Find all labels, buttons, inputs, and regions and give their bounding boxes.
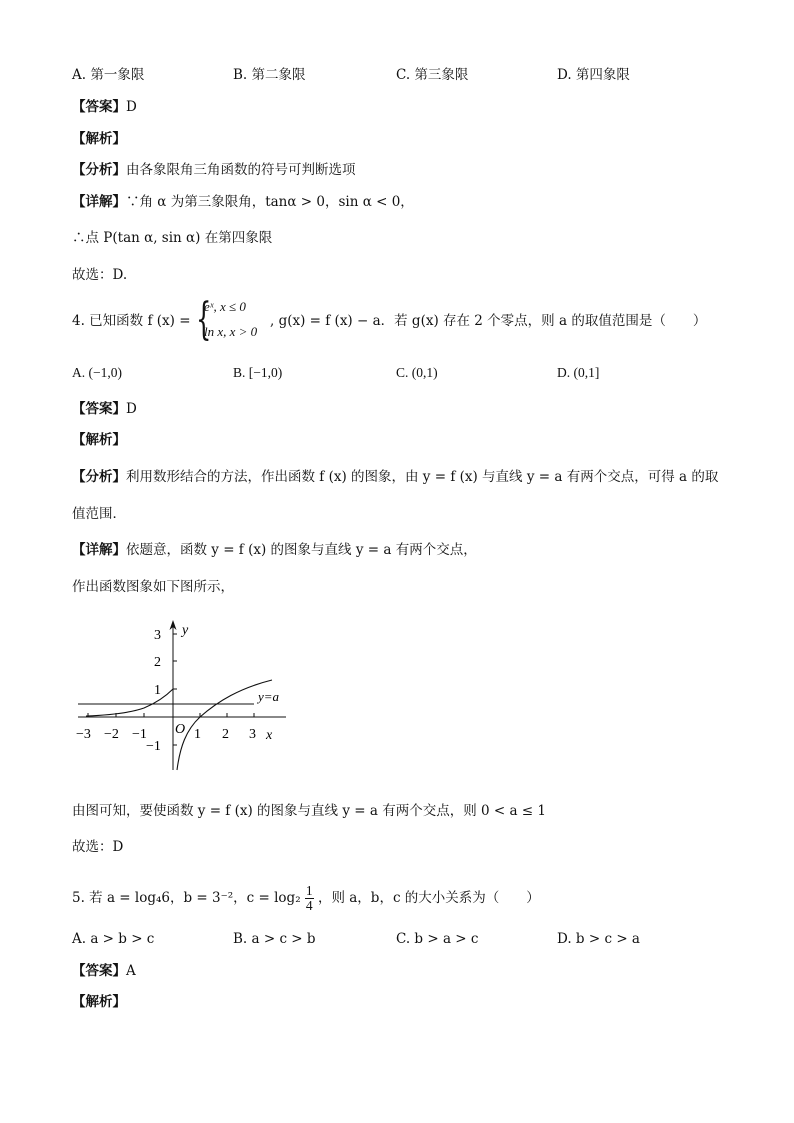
piecewise-brace: { bbox=[196, 294, 212, 345]
q4-xiangjie-line bbox=[72, 541, 477, 559]
q5-stem-part-2: ，则 a，b，c 的大小关系为（ ） bbox=[317, 890, 540, 906]
xiangjie-text: ∵角 α 为第三象限角，tanα > 0，sin α < 0， bbox=[126, 194, 414, 210]
q4-conclusion: 由图可知，要使函数 y = f (x) 的图象与直线 y = a 有两个交点，则 0 < a ≤ 1 bbox=[72, 803, 546, 819]
q3-option-c: C. 第三象限 bbox=[396, 67, 469, 83]
x-tick-label: 2 bbox=[222, 727, 229, 742]
q4-fenxi-line-2: 值范围． bbox=[72, 506, 126, 522]
q4-fenxi-line-1 bbox=[72, 468, 718, 486]
fenxi-label: 【分析】 bbox=[72, 469, 126, 485]
fenxi-label: 【分析】 bbox=[72, 162, 126, 178]
q4-option-d: D. (0,1] bbox=[557, 365, 600, 380]
q4-answer-line bbox=[72, 400, 137, 418]
q4-option-c: C. (0,1) bbox=[396, 365, 438, 380]
fraction-one-quarter bbox=[305, 884, 314, 913]
q3-answer-line bbox=[72, 98, 137, 116]
y-axis-label: y bbox=[182, 623, 189, 638]
q3-option-d: D. 第四象限 bbox=[557, 67, 630, 83]
q5-stem-part-1: 5. 若 a = log₄6，b = 3⁻²，c = log₂ bbox=[72, 890, 301, 906]
answer-value: D bbox=[126, 401, 137, 417]
fraction-numerator: 1 bbox=[305, 883, 313, 898]
answer-label: 【答案】 bbox=[72, 401, 126, 417]
xiangjie-label: 【详解】 bbox=[72, 194, 126, 210]
x-tick-label: −3 bbox=[76, 727, 91, 742]
y-tick-label: 3 bbox=[154, 628, 161, 643]
q3-fenxi-line bbox=[72, 161, 356, 179]
q5-option-c: C. b > a > c bbox=[396, 931, 479, 947]
answer-label: 【答案】 bbox=[72, 99, 126, 115]
q3-analysis-label: 【解析】 bbox=[72, 131, 126, 147]
fenxi-text: 由各象限角三角函数的符号可判断选项 bbox=[126, 162, 356, 178]
q4-option-b: B. [−1,0) bbox=[233, 365, 283, 380]
q4-graph-intro: 作出函数图象如下图所示， bbox=[72, 579, 234, 595]
q5-option-a: A. a > b > c bbox=[72, 931, 155, 947]
q5-answer-line bbox=[72, 962, 136, 980]
line-label: y=a bbox=[258, 689, 280, 704]
fenxi-text: 利用数形结合的方法，作出函数 f (x) 的图象，由 y = f (x) 与直线 y = a 有两个交点，可得 a 的取 bbox=[126, 469, 719, 485]
q5-option-b: B. a > c > b bbox=[233, 931, 316, 947]
q5-option-d: D. b > c > a bbox=[557, 931, 640, 947]
q3-xiangjie-line bbox=[72, 193, 414, 211]
piecewise-case-1: eˣ, x ≤ 0 bbox=[204, 299, 246, 314]
x-tick-label: 3 bbox=[249, 727, 256, 742]
xiangjie-label: 【详解】 bbox=[72, 542, 126, 558]
xiangjie-text: 依题意，函数 y = f (x) 的图象与直线 y = a 有两个交点， bbox=[126, 542, 477, 558]
y-tick-label: 1 bbox=[154, 683, 161, 698]
x-tick-label: 1 bbox=[194, 727, 201, 742]
q3-conclusion: ∴点 P(tan α, sin α) 在第四象限 bbox=[72, 230, 273, 246]
q4-stem-suffix: , g(x) = f (x) − a．若 g(x) 存在 2 个零点，则 a 的取值范围是（ ） bbox=[270, 313, 707, 329]
q4-choice: 故选：D bbox=[72, 839, 124, 855]
origin-label: O bbox=[175, 722, 186, 737]
answer-value: D bbox=[126, 99, 137, 115]
q5-analysis-label: 【解析】 bbox=[72, 994, 126, 1010]
x-tick-label: −1 bbox=[132, 727, 147, 742]
answer-value: A bbox=[126, 963, 136, 979]
piecewise-case-2: ln x, x > 0 bbox=[204, 324, 258, 339]
q4-option-a: A. (−1,0) bbox=[72, 365, 122, 380]
function-graph bbox=[70, 612, 310, 782]
q4-stem-prefix: 4. 已知函数 f (x) = bbox=[72, 313, 191, 329]
q3-choice: 故选：D. bbox=[72, 267, 128, 283]
fraction-denominator: 4 bbox=[305, 898, 313, 913]
answer-label: 【答案】 bbox=[72, 963, 126, 979]
y-tick-label: 2 bbox=[154, 655, 161, 670]
q3-option-a: A. 第一象限 bbox=[72, 67, 145, 83]
q5-stem bbox=[72, 884, 540, 913]
x-axis-label: x bbox=[266, 728, 273, 743]
x-tick-label: −2 bbox=[104, 727, 119, 742]
y-tick-label: −1 bbox=[146, 739, 161, 754]
q3-option-b: B. 第二象限 bbox=[233, 67, 306, 83]
q4-analysis-label: 【解析】 bbox=[72, 432, 126, 448]
